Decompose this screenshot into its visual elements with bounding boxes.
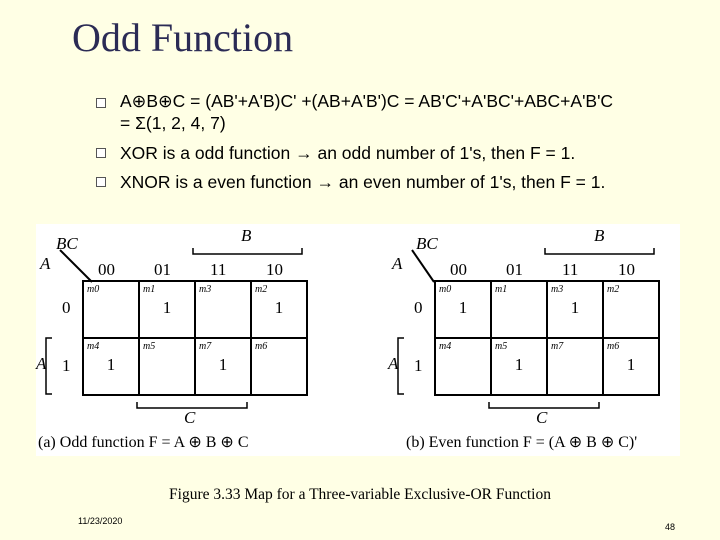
bullet-text: XOR is a odd function → an odd number of 1's, then F = 1. — [120, 143, 576, 163]
row-header: 0 — [414, 298, 423, 317]
kmap-grid — [434, 280, 660, 396]
bullet-text-continuation: = Σ(1, 2, 4, 7) — [120, 113, 226, 133]
kmap-cell — [436, 339, 492, 396]
minterm-label: m1 — [495, 284, 508, 295]
minterm-label: m4 — [439, 341, 452, 352]
row-bracket-a-label: A — [36, 354, 47, 373]
bullet-text: XNOR is a even function → an even number of 1's, then F = 1. — [120, 172, 606, 192]
kmap-cell — [548, 339, 604, 396]
kmap-cell — [436, 282, 492, 339]
kmap-cell — [196, 339, 252, 396]
minterm-label: m0 — [87, 284, 100, 295]
map-caption: (a) Odd function F = A ⊕ B ⊕ C — [38, 434, 249, 451]
kmap-cell — [140, 339, 196, 396]
minterm-label: m5 — [495, 341, 508, 352]
col-header: 11 — [562, 260, 579, 279]
col-header: 10 — [618, 260, 635, 279]
var-bc-label: BC — [416, 234, 438, 253]
var-c-label: C — [536, 408, 548, 427]
row-header: 1 — [62, 356, 71, 375]
minterm-label: m3 — [551, 284, 564, 295]
footer-date: 11/23/2020 — [78, 516, 123, 526]
kmap-cell — [548, 282, 604, 339]
cell-value: 1 — [626, 355, 636, 374]
minterm-label: m5 — [143, 341, 156, 352]
row-header: 1 — [414, 356, 423, 375]
col-header: 01 — [154, 260, 171, 279]
kmap-odd — [36, 224, 346, 456]
minterm-label: m6 — [255, 341, 268, 352]
cell-value: 1 — [458, 298, 468, 317]
figure-caption: Figure 3.33 Map for a Three-variable Exclusive-OR Function — [169, 486, 551, 503]
minterm-label: m6 — [607, 341, 620, 352]
cell-value: 1 — [162, 298, 172, 317]
var-a-label: A — [392, 254, 403, 273]
kmap-cell — [492, 339, 548, 396]
slide-title: Odd Function — [72, 15, 294, 60]
minterm-label: m1 — [143, 284, 156, 295]
row-bracket-a-label: A — [388, 354, 399, 373]
bullet-marker — [96, 98, 106, 108]
row-header: 0 — [62, 298, 71, 317]
minterm-label: m3 — [199, 284, 212, 295]
cell-value: 1 — [514, 355, 524, 374]
kmap-cell — [196, 282, 252, 339]
kmap-cell — [84, 339, 140, 396]
var-c-label: C — [184, 408, 196, 427]
page-number: 48 — [665, 522, 676, 532]
col-header: 10 — [266, 260, 283, 279]
col-header: 00 — [98, 260, 115, 279]
cell-value: 1 — [274, 298, 284, 317]
figure-panel — [36, 224, 680, 456]
minterm-label: m2 — [255, 284, 268, 295]
bullet-text: A⊕B⊕C = (AB'+A'B)C' +(AB+A'B')C = AB'C'+A'BC'+ABC+A'B'C — [120, 91, 614, 111]
var-b-label: B — [594, 226, 605, 245]
kmap-cell — [252, 339, 308, 396]
col-header: 11 — [210, 260, 227, 279]
kmap-cell — [252, 282, 308, 339]
cell-value: 1 — [570, 298, 580, 317]
minterm-label: m7 — [551, 341, 564, 352]
minterm-label: m4 — [87, 341, 100, 352]
minterm-label: m2 — [607, 284, 620, 295]
var-bc-label: BC — [56, 234, 78, 253]
kmap-cell — [140, 282, 196, 339]
minterm-label: m0 — [439, 284, 452, 295]
bullet-marker — [96, 177, 106, 187]
kmap-cell — [492, 282, 548, 339]
var-a-label: A — [40, 254, 51, 273]
bullet-marker — [96, 148, 106, 158]
kmap-even — [388, 224, 698, 456]
kmap-cell — [84, 282, 140, 339]
kmap-grid — [82, 280, 308, 396]
col-header: 01 — [506, 260, 523, 279]
cell-value: 1 — [218, 355, 228, 374]
col-header: 00 — [450, 260, 467, 279]
minterm-label: m7 — [199, 341, 212, 352]
kmap-cell — [604, 339, 660, 396]
cell-value: 1 — [106, 355, 116, 374]
map-caption: (b) Even function F = (A ⊕ B ⊕ C)' — [406, 434, 638, 451]
var-b-label: B — [241, 226, 252, 245]
kmap-cell — [604, 282, 660, 339]
